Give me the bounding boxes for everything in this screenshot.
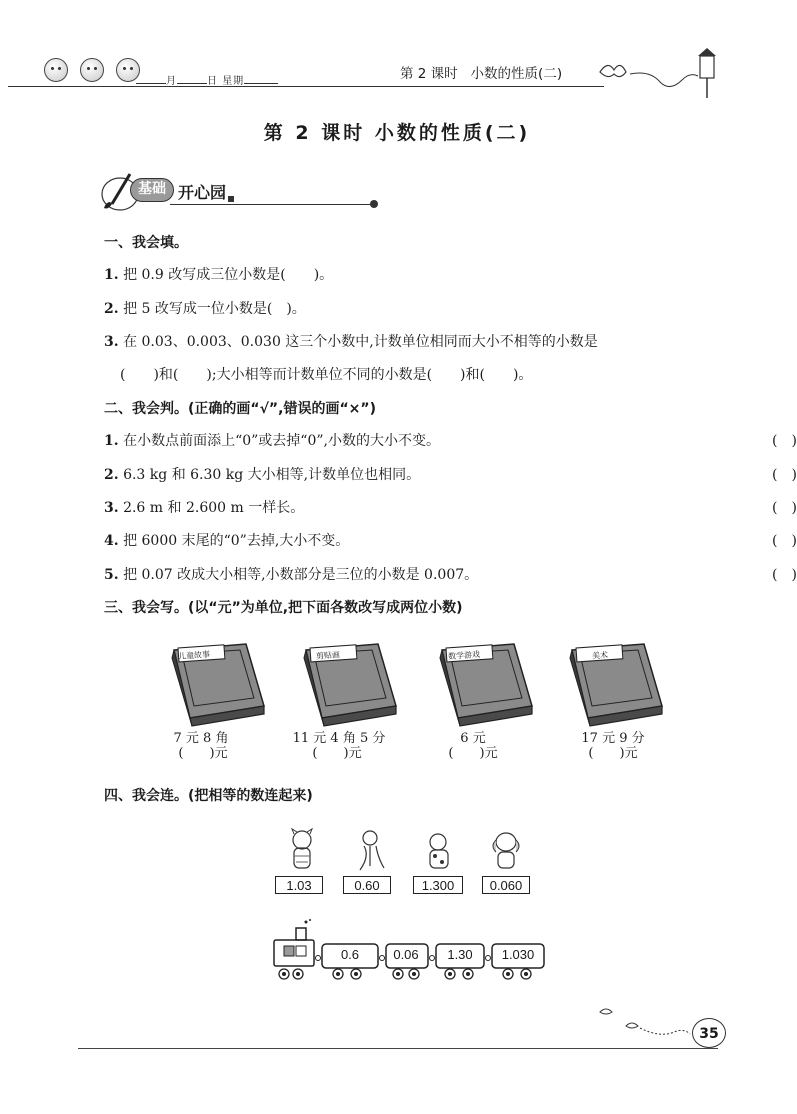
answer-blank[interactable]: ( ) — [772, 467, 797, 483]
s1-item-2: 2. 把 5 改写成一位小数是( )。 — [104, 301, 306, 317]
page-number: 35 — [692, 1018, 726, 1048]
page-header — [0, 0, 794, 100]
animal-value-box[interactable]: 0.60 — [343, 876, 391, 894]
book-title: 儿童故事 — [177, 649, 211, 662]
s2-item-3: 3. 2.6 m 和 2.600 m 一样长。 ( ) — [104, 497, 704, 517]
section-banner — [100, 170, 300, 214]
banner-badge: 基础 — [130, 178, 174, 202]
book-2 — [292, 640, 402, 730]
page-title: 第 2 课时 小数的性质(二) — [263, 122, 531, 144]
s2-item-4: 4. 把 6000 末尾的“0”去掉,大小不变。 ( ) — [104, 530, 704, 550]
s2-item-5: 5. 把 0.07 改成大小相等,小数部分是三位的小数是 0.007。 ( ) — [104, 564, 704, 584]
answer-blank[interactable]: ( ) — [772, 433, 797, 449]
answer-blank[interactable]: ( ) — [772, 533, 797, 549]
book-icon — [558, 640, 668, 726]
book-3-blank[interactable]: ( )元 — [448, 746, 498, 761]
book-2-price: 11 元 4 角 5 分 — [292, 731, 386, 746]
book-3-price: 6 元 — [460, 731, 486, 746]
neutral-face-icon — [80, 58, 104, 82]
s1-item-3-cont: ( )和( );大小相等而计数单位不同的小数是( )和( )。 — [120, 367, 533, 383]
book-1-blank[interactable]: ( )元 — [178, 746, 228, 761]
banner-label: 开心园 — [178, 183, 227, 202]
answer-blank[interactable]: ( ) — [772, 567, 797, 583]
s2-item-1: 1. 在小数点前面添上“0”或去掉“0”,小数的大小不变。 ( ) — [104, 430, 704, 450]
animal-value-box[interactable]: 0.060 — [482, 876, 530, 894]
bird-flourish-icon — [596, 1004, 694, 1040]
animal-value-box[interactable]: 1.300 — [413, 876, 463, 894]
book-1 — [160, 640, 270, 730]
banner-rule — [170, 204, 374, 205]
banner-dot — [370, 200, 378, 208]
monkey-icon — [350, 828, 390, 876]
book-1-price: 7 元 8 角 — [173, 731, 229, 746]
cat-icon — [282, 828, 322, 876]
train-car-value[interactable]: 0.6 — [340, 947, 360, 962]
header-rule — [8, 86, 604, 87]
book-2-blank[interactable]: ( )元 — [312, 746, 362, 761]
section1-heading: 一、我会填。 — [104, 235, 188, 251]
book-title: 数学游戏 — [447, 649, 481, 662]
section2-heading: 二、我会判。(正确的画“√”,错误的画“×”) — [104, 401, 376, 417]
date-fields: 月 日 星期 — [136, 72, 278, 87]
butterfly-lamp-icon — [596, 44, 726, 100]
s2-item-2: 2. 6.3 kg 和 6.30 kg 大小相等,计数单位也相同。 ( ) — [104, 464, 704, 484]
train-car-value[interactable]: 1.030 — [501, 947, 535, 962]
banner-square — [228, 196, 234, 202]
train-car-value[interactable]: 1.30 — [447, 947, 473, 962]
book-icon — [160, 640, 270, 726]
animal-value-box[interactable]: 1.03 — [275, 876, 323, 894]
book-4 — [558, 640, 668, 730]
book-icon — [428, 640, 538, 726]
section3-heading: 三、我会写。(以“元”为单位,把下面各数改写成两位小数) — [104, 600, 463, 616]
book-title: 剪贴画 — [315, 650, 341, 661]
book-4-price: 17 元 9 分 — [581, 731, 645, 746]
s1-item-3: 3. 在 0.03、0.003、0.030 这三个小数中,计数单位相同而大小不相等的小数是 — [104, 334, 598, 350]
dog-spotted-icon — [420, 828, 460, 876]
section4-heading: 四、我会连。(把相等的数连起来) — [104, 788, 313, 804]
book-4-blank[interactable]: ( )元 — [588, 746, 638, 761]
book-icon — [292, 640, 402, 726]
footer-rule — [78, 1048, 718, 1049]
puppy-icon — [486, 828, 526, 876]
header-lesson: 第 2 课时 小数的性质(二) — [400, 66, 563, 82]
answer-blank[interactable]: ( ) — [772, 500, 797, 516]
book-title: 美术 — [591, 650, 609, 661]
smile-face-icon — [44, 58, 68, 82]
s1-item-1: 1. 把 0.9 改写成三位小数是( )。 — [104, 267, 334, 283]
book-3 — [428, 640, 538, 730]
train-car-value[interactable]: 0.06 — [393, 947, 419, 962]
